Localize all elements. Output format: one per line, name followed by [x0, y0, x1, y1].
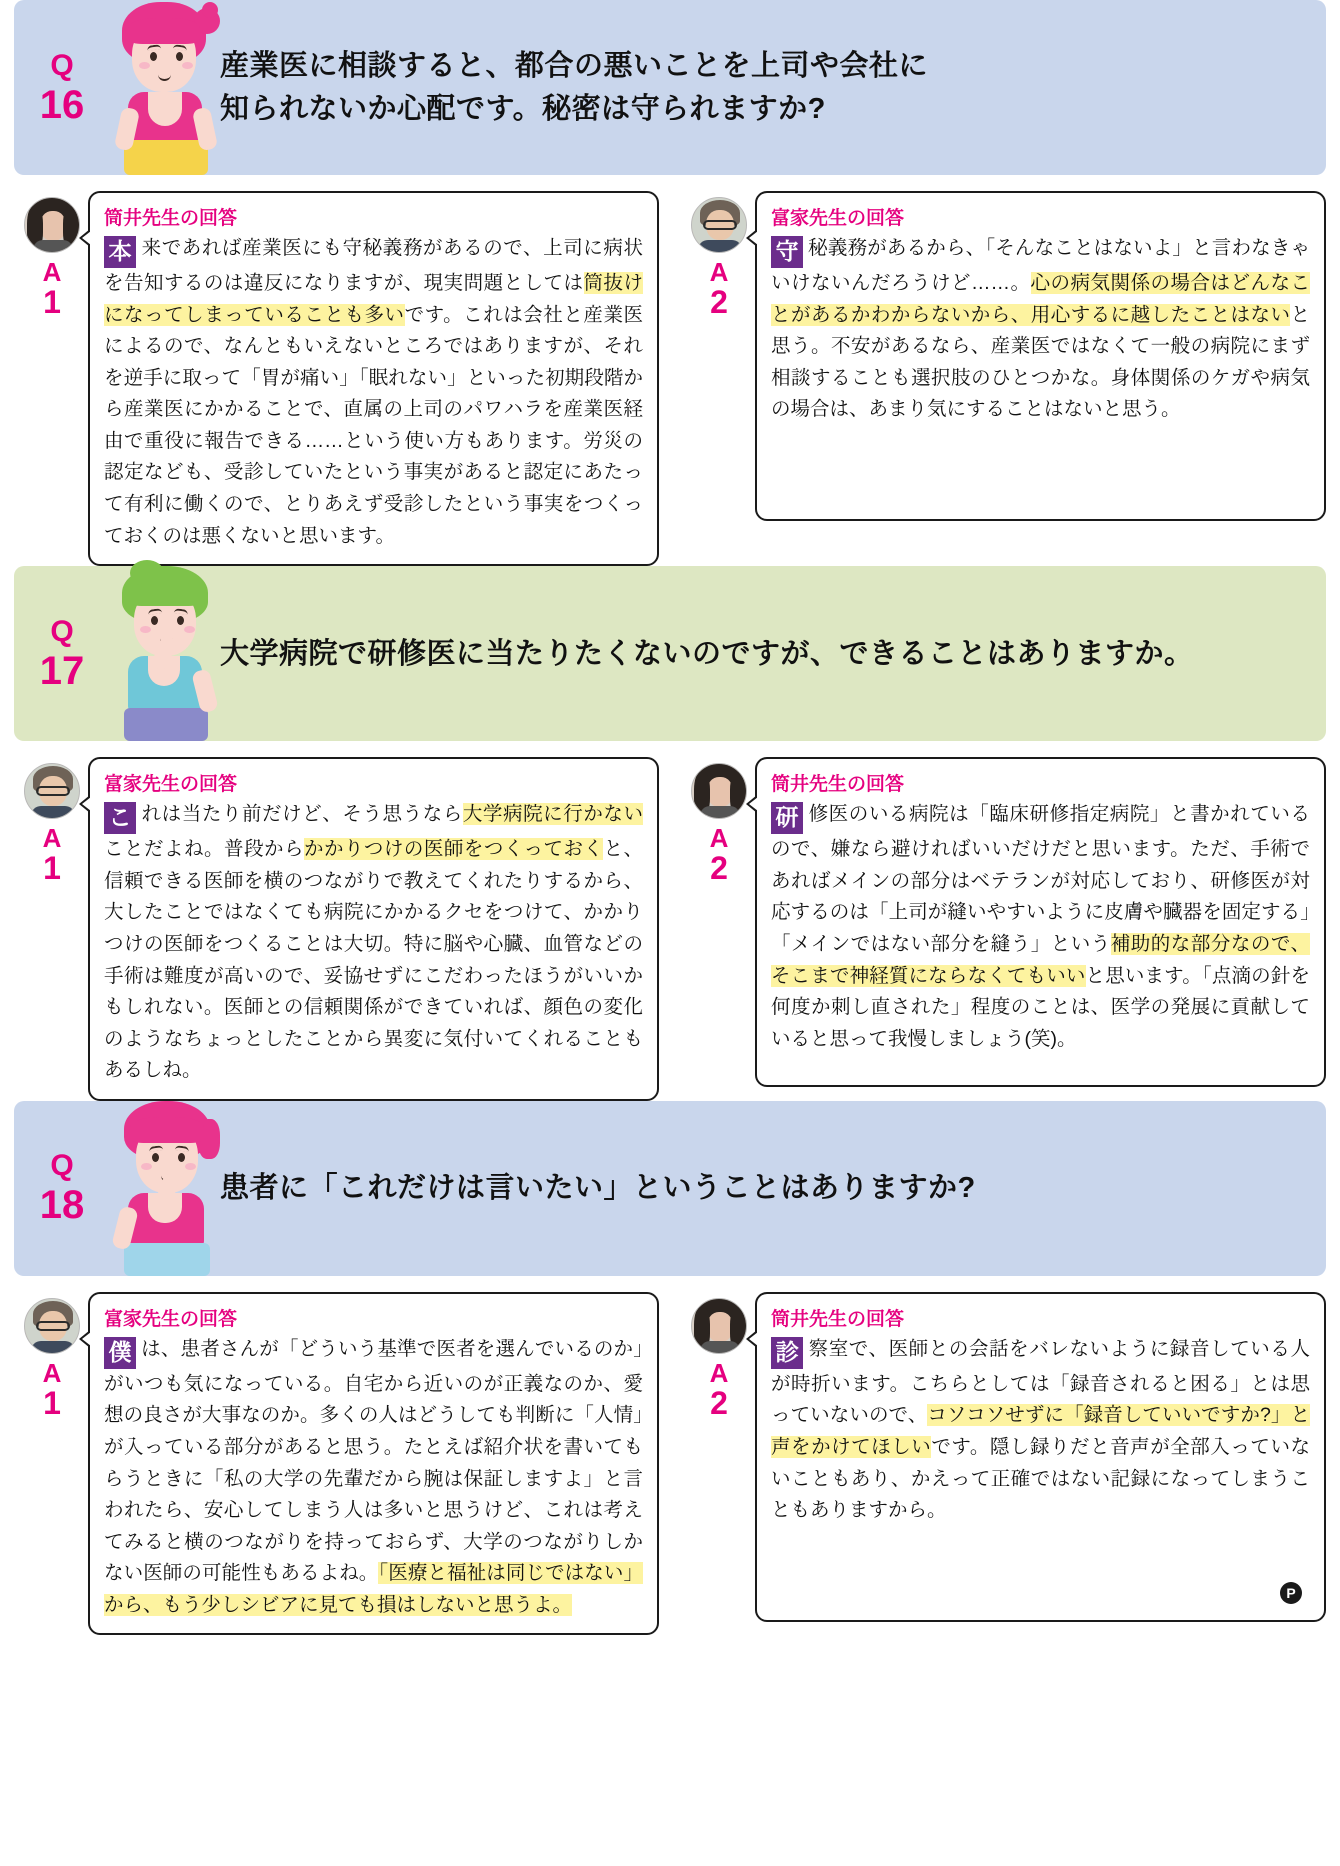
answer-number: 2 [710, 850, 728, 887]
answer-dropcap: 診 [771, 1337, 803, 1369]
question-number [14, 48, 100, 127]
answer-label [20, 1357, 84, 1421]
answer-text-segment: です。隠し録りだと音声が全部入っていないこともあり、かえって正確ではない記録になってしまうこともありますから。 [771, 1435, 1310, 1522]
question-text [220, 1167, 1326, 1209]
page-mark: P [1280, 1582, 1302, 1604]
answer-title: 富家先生の回答 [104, 1308, 238, 1330]
answer-body [771, 233, 1310, 426]
answer-dropcap: 本 [104, 236, 136, 268]
answer-card [14, 757, 659, 1101]
answer-bubble [88, 1292, 659, 1636]
answer-bubble [755, 191, 1326, 521]
question-text [220, 633, 1326, 675]
answer-label [687, 823, 751, 887]
answer-dropcap: 守 [771, 236, 803, 268]
answer-title: 富家先生の回答 [104, 774, 238, 796]
avatar-image [25, 198, 79, 252]
avatar [691, 1298, 747, 1354]
answer-title: 筒井先生の回答 [104, 208, 238, 229]
answer-card [681, 191, 1326, 566]
answer-card [14, 191, 659, 566]
avatar-image [692, 764, 746, 818]
avatar-image [25, 764, 79, 818]
answer-text-segment: は、患者さんが「どういう基準で医者を選んでいるのか」がいつも気になっている。自宅から近いのが正義なのか、愛想の良さが大事なのか。多くの人はどうしても判断に「人情」が入っている部分があると思う。たとえば紹介状を書いてもらうときに「私の大学の先輩だから腕は保証しますよ」と言われたら、安心してしまう人は多いと思うけど、これは考えてみると横のつながりを持っておらず、大学のつながりしかない医師の可能性もあるよね。 [104, 1337, 643, 1585]
answer-badge [687, 197, 751, 318]
answer-body [104, 799, 643, 1087]
avatar [24, 197, 80, 253]
answer-text-segment: かかりつけの医師をつくっておく [303, 838, 604, 861]
answer-badge [687, 763, 751, 887]
answer-text-segment: です。これは会社と産業医によるので、なんともいえないところではありますが、それを逆手に取って「胃が痛い」「眠れない」といった初期段階から産業医にかかることで、直属の上司のパワハラを産業医経由で重役に報告できる……という使い方もあります。労災の認定なども、受診していたという事実があると認定にあたって有利に働くので、とりあえず受診したという事実をつくっておくのは悪くないと思います。 [104, 303, 643, 547]
answer-letter: A [709, 823, 729, 854]
avatar-image [692, 1299, 746, 1353]
answer-letter: A [42, 823, 62, 854]
question-banner [14, 1101, 1326, 1276]
question-banner [14, 566, 1326, 741]
answer-dropcap: 僕 [104, 1337, 136, 1369]
answers-row [14, 757, 1326, 1101]
question-digits: 16 [39, 82, 85, 127]
answer-text-segment: 修医のいる病院は「臨床研修指定病院」と書かれているので、嫌なら避ければいいだけだと思います。ただ、手術であればメインの部分はベテランが対応しており、研修医が対応するのは「上司が縫いやすいように皮膚や臓器を固定する」「メインではない部分を縫う」という [771, 803, 1310, 955]
answer-label [687, 1357, 751, 1421]
answer-number: 1 [43, 284, 61, 320]
avatar [24, 763, 80, 819]
answer-text-segment: 筒抜けになってしまっていることも多い [104, 272, 643, 326]
answer-text-segment: 「医療と福祉は同じではない」から、もう少しシビアに見ても損はしないと思うよ。 [104, 1562, 643, 1616]
answers-row [14, 1292, 1326, 1636]
answer-title: 筒井先生の回答 [771, 1308, 905, 1330]
question-text-line: 患者に「これだけは言いたい」ということはありますか? [220, 1172, 976, 1205]
avatar-image [692, 198, 746, 252]
question-illustration [100, 1101, 220, 1276]
question-letter: Q [50, 614, 74, 648]
answer-text-segment: 補助的な部分なので、そこまで神経質にならなくてもいい [771, 932, 1310, 987]
answer-letter: A [709, 257, 729, 287]
answer-text-segment: と思います。「点滴の針を何度か刺し直された」程度のことは、医学の発展に貢献していると思って我慢しましょう(笑)。 [771, 964, 1310, 1050]
answer-bubble [755, 757, 1326, 1087]
answer-label [20, 823, 84, 887]
answer-text-segment: と、信頼できる医師を横のつながりで教えてくれたりするから、大したことではなくても病院にかかるクセをつけて、かかりつけの医師をつくることは大切。特に脳や心臓、血管などの手術は難度が高いので、妥協せずにこだわったほうがいいかもしれない。医師との信頼関係ができていれば、顔色の変化のようなちょっとしたことから異変に気付いてくれることもあるしね。 [104, 838, 643, 1082]
answer-title: 筒井先生の回答 [771, 774, 905, 796]
answer-text-segment: 大学病院に行かない [462, 803, 643, 826]
answer-badge [687, 1298, 751, 1419]
answer-card [681, 757, 1326, 1101]
answer-text-segment: 来であれば産業医にも守秘義務があるので、上司に病状を告知するのは違反になりますが、現実問題としては [104, 237, 643, 294]
question-block-17 [0, 566, 1340, 1101]
answer-badge [20, 763, 84, 887]
answer-letter: A [42, 257, 62, 287]
answer-body [771, 1334, 1310, 1601]
question-digits: 18 [39, 1183, 85, 1228]
answer-title: 富家先生の回答 [771, 208, 905, 229]
answer-body [104, 1334, 643, 1622]
illustration-green-haired-woman-thinking [104, 566, 224, 741]
answer-bubble [755, 1292, 1326, 1622]
answer-letter: A [709, 1357, 729, 1388]
avatar [691, 763, 747, 819]
question-letter: Q [50, 1149, 74, 1183]
answer-badge [20, 1298, 84, 1419]
question-number [14, 614, 100, 693]
question-digits: 17 [39, 648, 85, 693]
answer-number: 1 [43, 1384, 61, 1421]
avatar [691, 197, 747, 253]
answer-text-segment: と思う。不安があるなら、産業医ではなくて一般の病院にまず相談することも選択肢のひとつかな。身体関係のケガや病気の場合は、あまり気にすることはないと思う。 [771, 303, 1310, 421]
question-illustration [100, 0, 220, 175]
question-text-line: 大学病院で研修医に当たりたくないのですが、できることはありますか。 [220, 637, 1194, 670]
answer-body [771, 799, 1310, 1055]
answer-number: 1 [43, 850, 61, 887]
answer-label [687, 259, 751, 318]
question-block-18 [0, 1101, 1340, 1636]
answer-text-segment: 心の病気関係の場合はどんなことがあるかわからないから、用心するに越したことはない [771, 272, 1310, 326]
answer-letter: A [42, 1357, 62, 1388]
question-banner [14, 0, 1326, 175]
answer-text-segment: コソコソせずに「録音していいですか?」と声をかけてほしい [771, 1404, 1310, 1458]
answer-card [14, 1292, 659, 1636]
question-letter: Q [50, 48, 74, 82]
answer-number: 2 [710, 284, 728, 320]
answer-dropcap: 研 [771, 802, 803, 834]
answer-text-segment: れは当たり前だけど、そう思うなら [141, 803, 463, 826]
question-block-16 [0, 0, 1340, 566]
answers-row [14, 191, 1326, 566]
avatar [24, 1298, 80, 1354]
answer-label [20, 259, 84, 318]
answer-badge [20, 197, 84, 318]
answer-dropcap: こ [104, 802, 136, 834]
answer-text-segment: 察室で、医師との会話をバレないように録音している人が時折います。こちらとしては「録音されると困る」とは思っていないので、 [771, 1337, 1310, 1427]
illustration-pink-haired-woman-thinking [106, 1101, 226, 1276]
question-text [220, 45, 1326, 129]
question-text-line: 産業医に相談すると、都合の悪いことを上司や会社に [220, 50, 929, 83]
answer-bubble [88, 757, 659, 1101]
answer-card [681, 1292, 1326, 1636]
answer-text-segment: ことだよね。普段から [104, 838, 304, 861]
answer-bubble [88, 191, 659, 566]
avatar-image [25, 1299, 79, 1353]
question-text-line: 知られないか心配です。秘密は守られますか? [220, 92, 826, 125]
question-number [14, 1149, 100, 1228]
answer-text-segment: 秘義務があるから、「そんなことはないよ」と言わなきゃいけないんだろうけど……。 [771, 237, 1310, 294]
question-illustration [100, 566, 220, 741]
answer-number: 2 [710, 1384, 728, 1421]
answer-body [104, 233, 643, 552]
illustration-pink-haired-woman-worried [106, 0, 224, 175]
